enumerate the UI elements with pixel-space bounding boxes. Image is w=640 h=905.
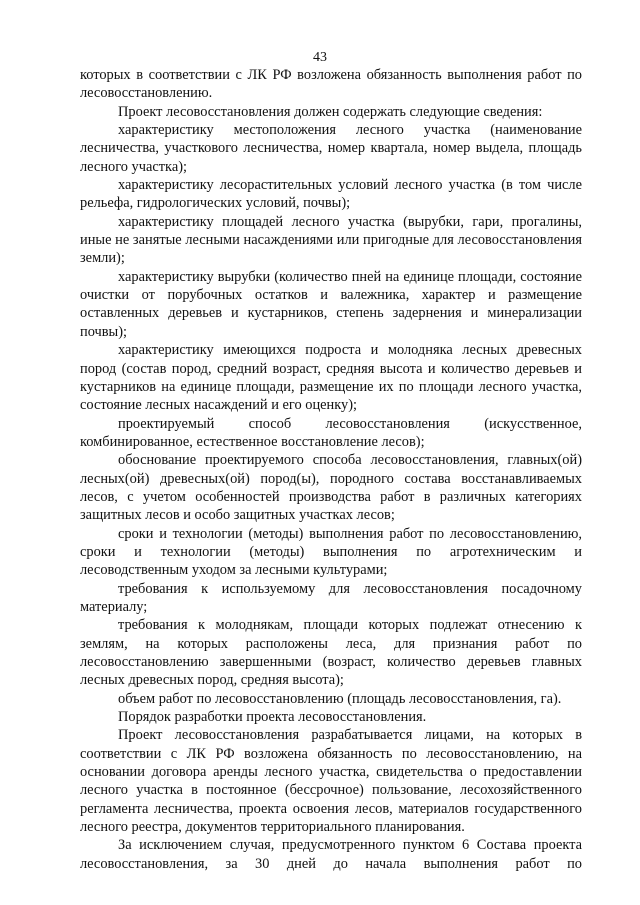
paragraph-young-stand-requirements: требования к молоднякам, площади которых подлежат отнесению к землям, на которых расположены леса, для признания работ по лесовосстановлению завершенными (возраст, количество деревьев главных лесных древесных пород, средняя высота); bbox=[80, 617, 582, 689]
paragraph-growing-conditions: характеристику лесорастительных условий лесного участка (в том числе рельефа, гидрологических условий, почвы); bbox=[80, 177, 582, 212]
paragraph-project-contents-intro: Проект лесовосстановления должен содержать следующие сведения: bbox=[118, 103, 543, 120]
paragraph-clearing-characteristics: характеристику вырубки (количество пней на единице площади, состояние очистки от порубочных остатков и валежника, характер и размещение оставленных деревьев и кустарников, степень задернения и минерализации почвы); bbox=[80, 268, 582, 340]
paragraph-development-procedure-heading: Порядок разработки проекта лесовосстановления. bbox=[118, 709, 427, 726]
paragraph-exception-clause: За исключением случая, предусмотренного пунктом 6 Состава проекта лесовосстановления, за 30 дней до начала выполнения работ по bbox=[80, 837, 582, 872]
paragraph-work-volume: объем работ по лесовосстановлению (площадь лесовосстановления, га). bbox=[118, 690, 562, 707]
paragraph-method-justification: обоснование проектируемого способа лесовосстановления, главных(ой) лесных(ой) древесных(ой) пород(ы), породного состава восстанавливаемых лесов, с учетом особенностей производства работ в различных категориях защитных лесов и особо защитных участках лесов; bbox=[80, 452, 582, 524]
paragraph-timing-technology: сроки и технологии (методы) выполнения работ по лесовосстановлению, сроки и технологии (методы) выполнения по агротехническим и лесоводственным уходом за лесными культурами; bbox=[80, 525, 582, 579]
paragraph-project-developers: Проект лесовосстановления разрабатывается лицами, на которых в соответствии с ЛК РФ возложена обязанность по лесовосстановлению, на основании договора аренды лесного участка, свидетельства о предоставлении лесного участка в постоянное (бессрочное) пользование, лесохозяйственного регламента лесничества, проекта освоения лесов, материалов государственного лесного реестра, документов территориального планирования. bbox=[80, 727, 582, 836]
paragraph-undergrowth-characteristics: характеристику имеющихся подроста и молодняка лесных древесных пород (состав пород, средний возраст, средняя высота и количество деревьев и кустарников на единице площади, размещение их по площади лесного участка, состояние лесных насаждений и его оценку); bbox=[80, 342, 582, 414]
document-body bbox=[80, 66, 582, 873]
paragraph-reforestation-method: проектируемый способ лесовосстановления (искусственное, комбинированное, естественное восстановление лесов); bbox=[80, 415, 582, 450]
page-number: 43 bbox=[313, 50, 327, 65]
paragraph-area-characteristics: характеристику площадей лесного участка (вырубки, гари, прогалины, иные не занятые лесными насаждениями или пригодные для лесовосстановления земли); bbox=[80, 213, 582, 267]
paragraph-location-characteristics: характеристику местоположения лесного участка (наименование лесничества, участкового лесничества, номер квартала, номер выдела, площадь лесного участка); bbox=[80, 122, 582, 175]
paragraph-planting-material: требования к используемому для лесовосстановления посадочному материалу; bbox=[80, 580, 582, 615]
paragraph-obligation-continuation: которых в соответствии с ЛК РФ возложена обязанность выполнения работ по лесовосстановлению. bbox=[80, 67, 582, 102]
